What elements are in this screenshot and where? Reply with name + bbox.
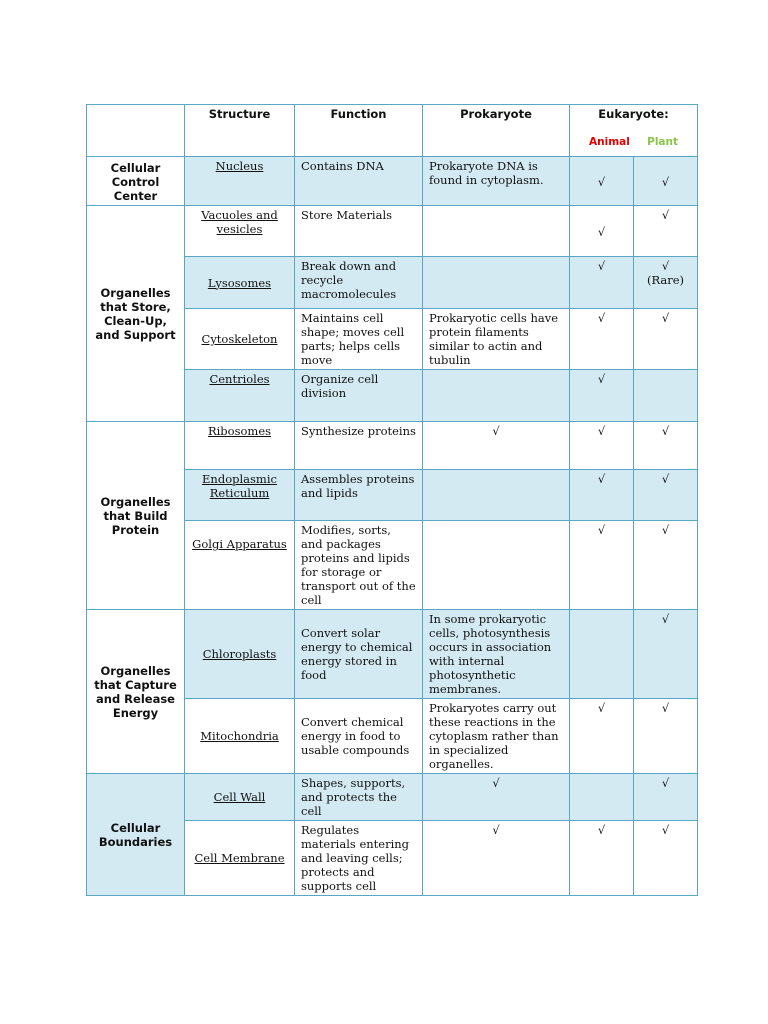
animal-label: Animal	[589, 136, 630, 148]
check-icon: √	[634, 422, 698, 470]
prokaryote-golgi	[423, 521, 570, 610]
prokaryote-lysosomes	[423, 257, 570, 309]
animal-chloroplasts-cell	[570, 610, 634, 699]
header-structure: Structure	[185, 105, 295, 157]
structure-er: Endoplasmic Reticulum	[185, 470, 295, 521]
group-cellular-boundaries: Cellular Boundaries	[87, 774, 185, 896]
structure-vacuoles: Vacuoles and vesicles	[185, 206, 295, 257]
check-icon: √	[634, 157, 698, 206]
structure-golgi: Golgi Apparatus	[185, 521, 295, 610]
structure-cytoskeleton: Cytoskeleton	[185, 309, 295, 370]
prokaryote-chloroplasts: In some prokaryotic cells, photosynthesis occurs in association with internal photosynthetic membranes.	[423, 610, 570, 699]
prokaryote-nucleus: Prokaryote DNA is found in cytoplasm.	[423, 157, 570, 206]
header-function: Function	[295, 105, 423, 157]
function-cytoskeleton: Maintains cell shape; moves cell parts; helps cells move	[295, 309, 423, 370]
prokaryote-mitochondria: Prokaryotes carry out these reactions in the cytoplasm rather than in specialized organelles.	[423, 699, 570, 774]
animal-cell-wall-cell	[570, 774, 634, 821]
table-row	[87, 206, 698, 257]
structure-centrioles: Centrioles	[185, 370, 295, 422]
prokaryote-er	[423, 470, 570, 521]
check-icon: √	[634, 309, 698, 370]
check-icon: √	[570, 521, 634, 610]
function-lysosomes: Break down and recycle macromolecules	[295, 257, 423, 309]
header-eukaryote	[570, 105, 698, 157]
table-row	[87, 422, 698, 470]
structure-lysosomes: Lysosomes	[185, 257, 295, 309]
check-icon: √	[634, 821, 698, 896]
function-chloroplasts: Convert solar energy to chemical energy stored in food	[295, 610, 423, 699]
check-icon: √	[423, 774, 570, 821]
prokaryote-vacuoles	[423, 206, 570, 257]
structure-nucleus: Nucleus	[185, 157, 295, 206]
structure-ribosomes: Ribosomes	[185, 422, 295, 470]
check-icon: √	[423, 821, 570, 896]
function-golgi: Modifies, sorts, and packages proteins and lipids for storage or transport out of the cell	[295, 521, 423, 610]
check-icon: √	[570, 699, 634, 774]
check-icon: √	[634, 521, 698, 610]
check-icon: √	[634, 699, 698, 774]
check-icon: √	[570, 470, 634, 521]
function-ribosomes: Synthesize proteins	[295, 422, 423, 470]
organelle-comparison-table	[86, 104, 698, 896]
function-nucleus: Contains DNA	[295, 157, 423, 206]
structure-mitochondria: Mitochondria	[185, 699, 295, 774]
plant-centrioles-cell	[634, 370, 698, 422]
function-vacuoles: Store Materials	[295, 206, 423, 257]
group-build-protein: Organelles that Build Protein	[87, 422, 185, 610]
function-cell-membrane: Regulates materials entering and leaving cells; protects and supports cell	[295, 821, 423, 896]
header-empty-cell	[87, 105, 185, 157]
function-cell-wall: Shapes, supports, and protects the cell	[295, 774, 423, 821]
check-icon: √	[661, 259, 670, 273]
table-row	[87, 774, 698, 821]
table-row	[87, 157, 698, 206]
function-er: Assembles proteins and lipids	[295, 470, 423, 521]
check-icon: √	[570, 206, 634, 257]
check-icon: √	[423, 422, 570, 470]
prokaryote-cytoskeleton: Prokaryotic cells have protein filaments similar to actin and tubulin	[423, 309, 570, 370]
check-icon: √	[634, 610, 698, 699]
check-icon: √	[570, 821, 634, 896]
group-control-center: Cellular Control Center	[87, 157, 185, 206]
header-row	[87, 105, 698, 157]
structure-cell-membrane: Cell Membrane	[185, 821, 295, 896]
check-icon: √	[570, 370, 634, 422]
plant-lysosomes-cell	[634, 257, 698, 309]
check-icon: √	[570, 422, 634, 470]
group-store-support: Organelles that Store, Clean-Up, and Support	[87, 206, 185, 422]
structure-cell-wall: Cell Wall	[185, 774, 295, 821]
check-icon: √	[634, 206, 698, 257]
table-row	[87, 610, 698, 699]
check-icon: √	[570, 257, 634, 309]
rare-note: (Rare)	[646, 273, 685, 287]
group-capture-release-energy: Organelles that Capture and Release Energy	[87, 610, 185, 774]
prokaryote-centrioles	[423, 370, 570, 422]
check-icon: √	[570, 157, 634, 206]
check-icon: √	[634, 774, 698, 821]
eukaryote-label: Eukaryote:	[598, 107, 669, 121]
structure-chloroplasts: Chloroplasts	[185, 610, 295, 699]
function-centrioles: Organize cell division	[295, 370, 423, 422]
header-prokaryote: Prokaryote	[423, 105, 570, 157]
plant-label: Plant	[647, 136, 679, 148]
check-icon: √	[634, 470, 698, 521]
check-icon: √	[570, 309, 634, 370]
function-mitochondria: Convert chemical energy in food to usable compounds	[295, 699, 423, 774]
